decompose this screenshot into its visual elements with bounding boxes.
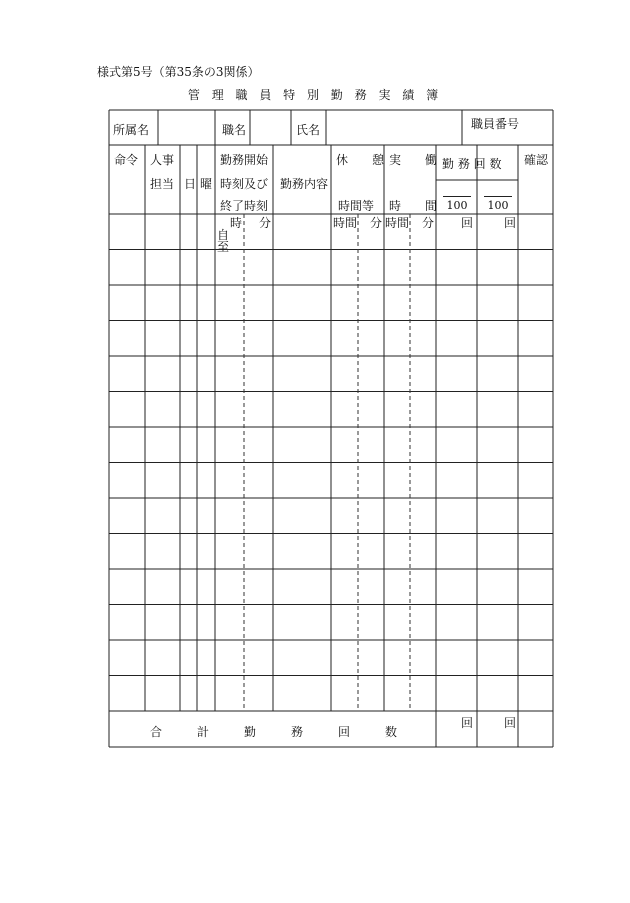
name-label: 氏名 (296, 123, 321, 137)
header-confirm: 確認 (524, 153, 549, 167)
header-time-3: 終了時刻 (220, 199, 269, 213)
unit-rest-hour: 時間 (333, 216, 358, 230)
employee-number-label: 職員番号 (471, 117, 520, 131)
header-fraction-1 (443, 196, 471, 211)
fraction-2-denominator: 100 (484, 196, 512, 211)
unit-actual-hour: 時間 (385, 216, 410, 230)
header-day: 日 (184, 177, 197, 191)
header-weekday: 曜 (200, 177, 213, 191)
total-char-4: 務 (291, 725, 304, 739)
header-personnel-2: 担当 (150, 177, 175, 191)
unit-count-1: 回 (461, 216, 474, 230)
unit-actual-minute: 分 (422, 216, 435, 230)
header-rest-1: 休 憩 (336, 153, 385, 167)
unit-rest-minute: 分 (370, 216, 383, 230)
fraction-1-denominator: 100 (443, 196, 471, 211)
total-unit-1: 回 (461, 716, 474, 730)
unit-to: 至 (217, 240, 230, 254)
total-unit-2: 回 (504, 716, 517, 730)
form-label: 様式第5号（第35条の3関係） (97, 65, 260, 79)
unit-hour: 時 (230, 216, 243, 230)
total-char-6: 数 (385, 725, 398, 739)
form-title: 管 理 職 員 特 別 勤 務 実 績 簿 (187, 88, 443, 102)
header-count: 勤 務 回 数 (442, 157, 502, 171)
header-rest-2: 時間等 (338, 199, 375, 213)
unit-minute: 分 (259, 216, 272, 230)
total-char-2: 計 (197, 725, 210, 739)
total-char-1: 合 (150, 725, 163, 739)
affiliation-label: 所属名 (113, 123, 150, 137)
header-fraction-2 (484, 196, 512, 211)
header-content: 勤務内容 (280, 177, 329, 191)
unit-count-2: 回 (504, 216, 517, 230)
header-order: 命令 (114, 153, 139, 167)
total-char-5: 回 (338, 725, 351, 739)
total-char-3: 勤 (244, 725, 257, 739)
header-actual-1: 実 働 (389, 153, 438, 167)
header-time-2: 時刻及び (220, 177, 269, 191)
unit-from: 自 (217, 228, 230, 242)
header-personnel-1: 人事 (150, 153, 175, 167)
header-actual-2: 時 間 (389, 199, 438, 213)
header-time-1: 勤務開始 (220, 153, 269, 167)
position-label: 職名 (222, 123, 247, 137)
